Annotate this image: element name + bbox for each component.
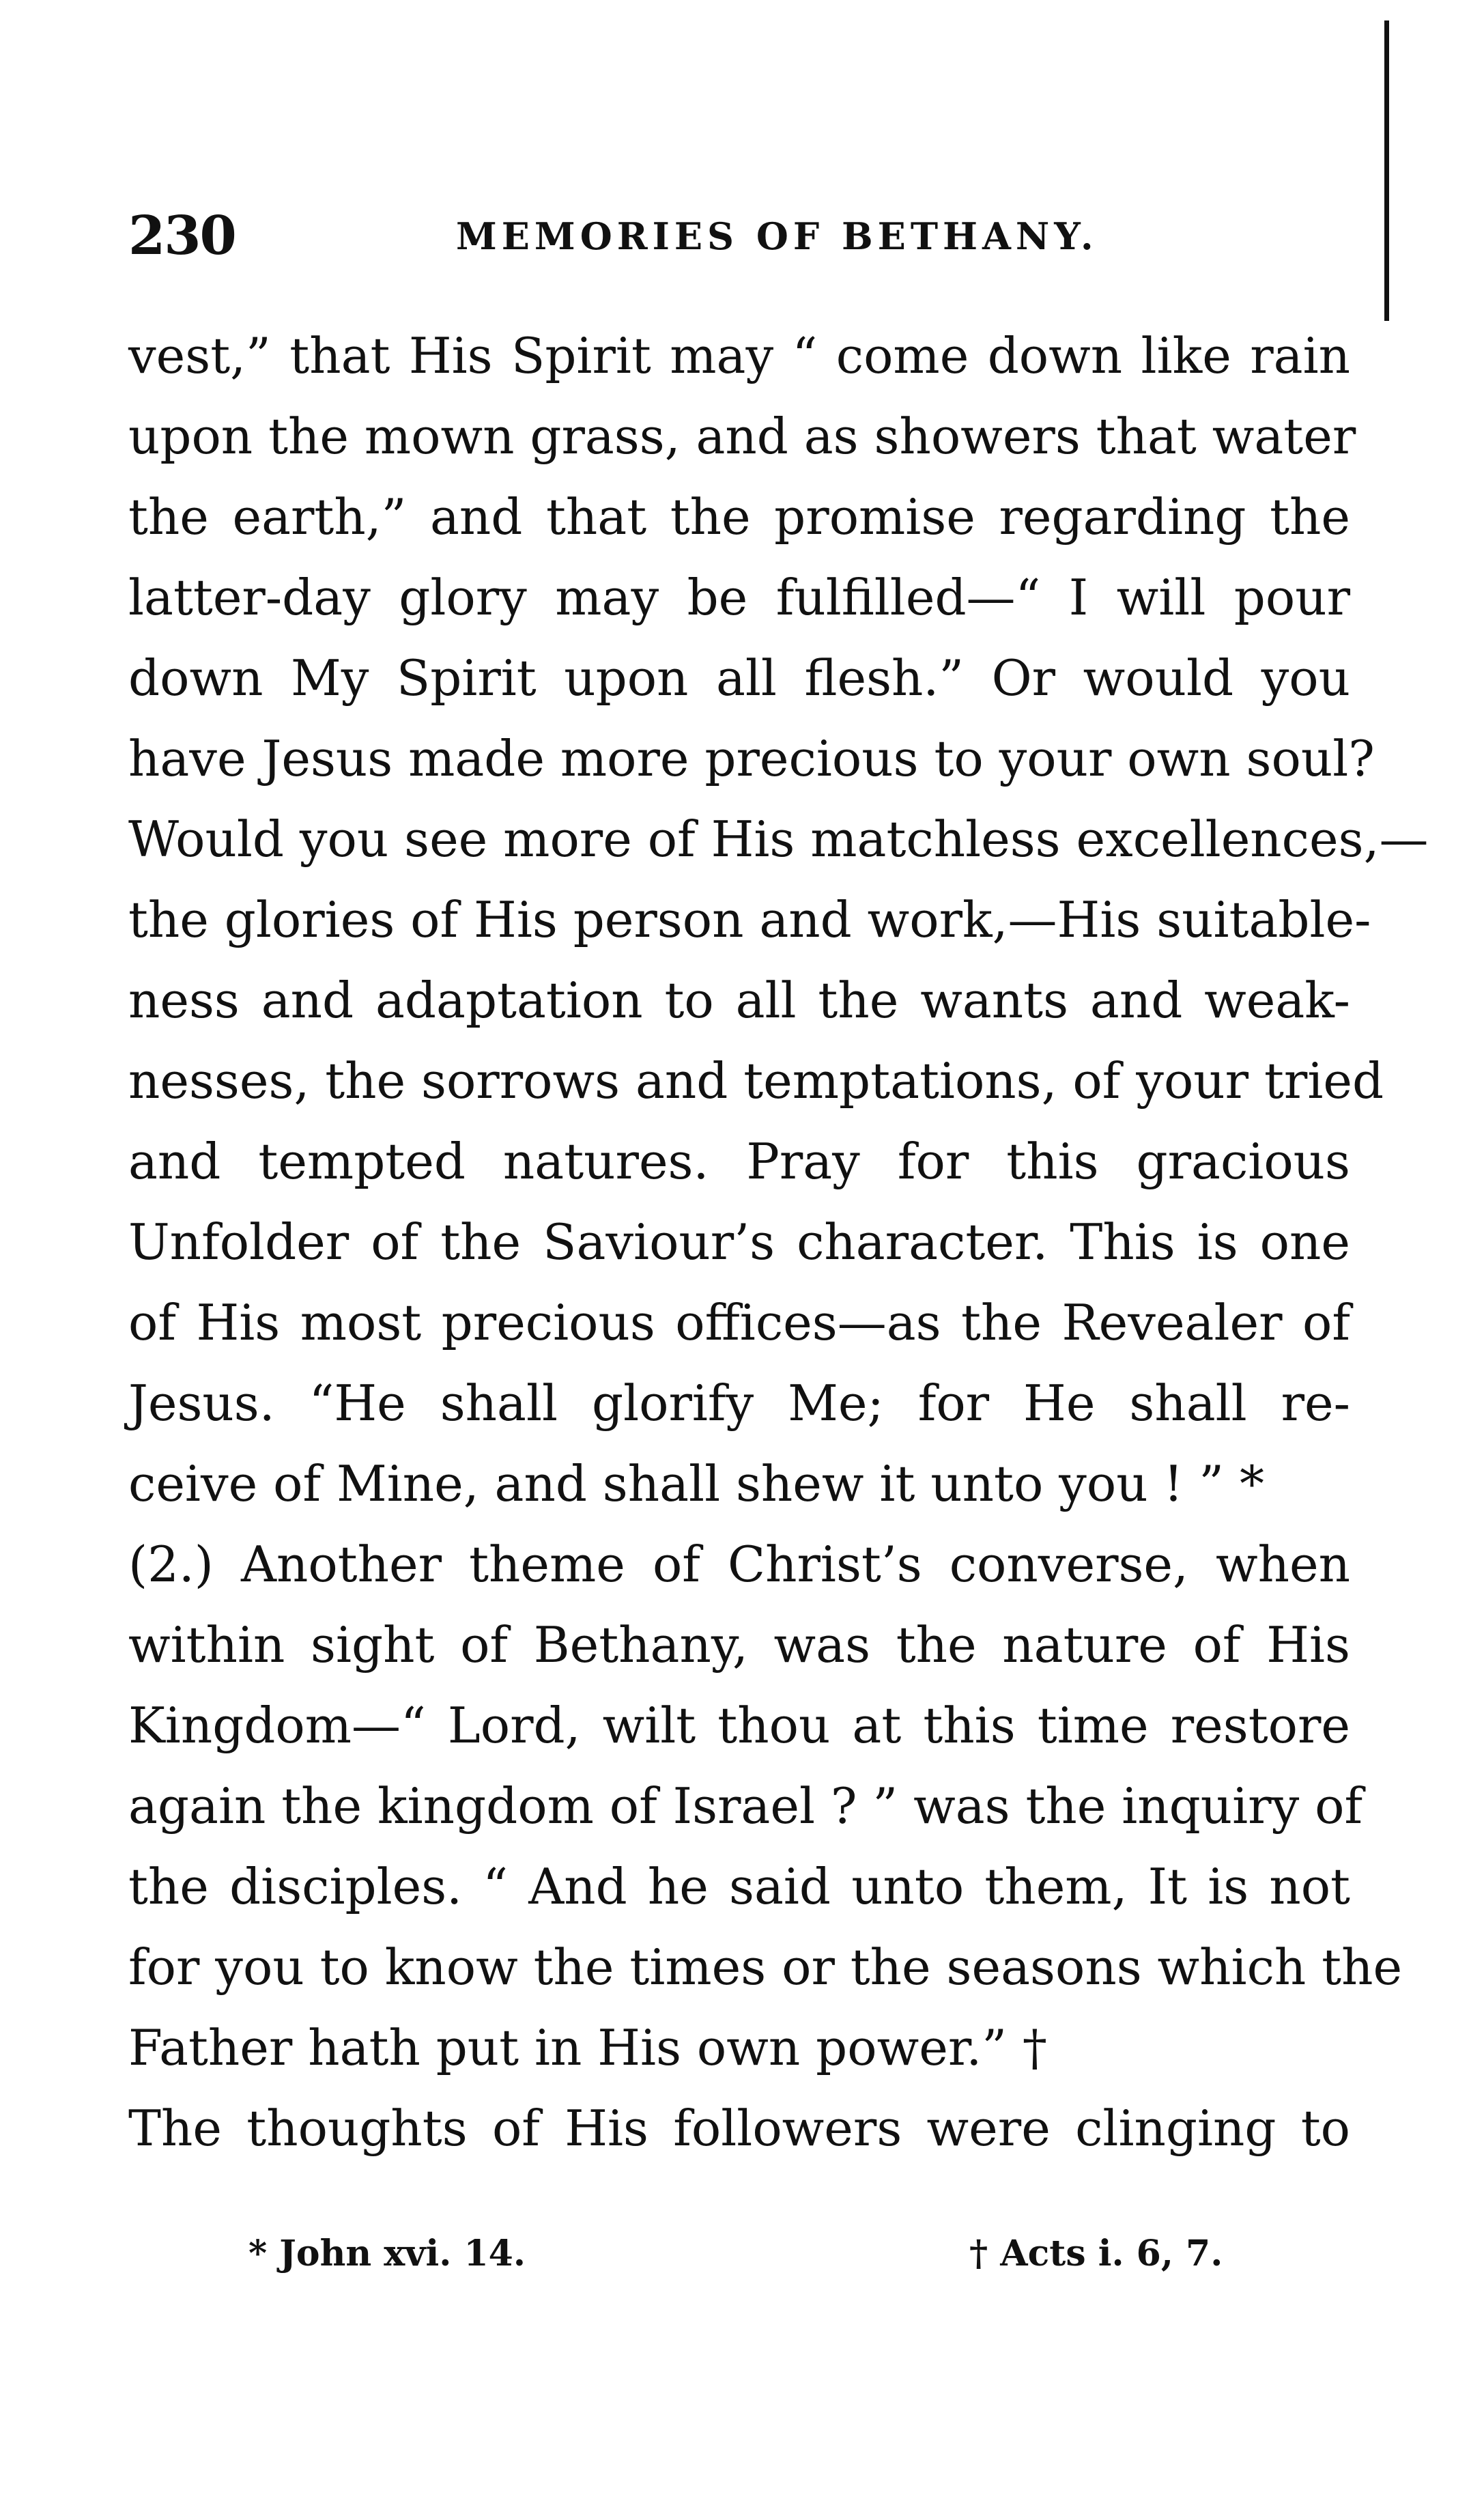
text-line: the earth,” and that the promise regarding the: [128, 488, 1350, 546]
text-line: Would you see more of His matchless excellences,—: [128, 810, 1429, 868]
text-line: Unfolder of the Saviour’s character. This is one: [128, 1213, 1350, 1271]
text-line: the disciples. “ And he said unto them, It is not: [128, 1858, 1350, 1915]
text-line: within sight of Bethany, was the nature of His: [128, 1616, 1350, 1674]
text-line: again the kingdom of Israel ? ” was the inquiry of: [128, 1777, 1363, 1835]
text-line: Father hath put in His own power.” †: [128, 2019, 1047, 2076]
body-text: [128, 315, 1429, 2169]
page-header: [128, 205, 1343, 267]
text-line: for you to know the times or the seasons which the: [128, 1938, 1403, 1996]
text-line: Kingdom—“ Lord, wilt thou at this time restore: [128, 1697, 1350, 1754]
text-line: The thoughts of His followers were clinging to: [128, 2100, 1350, 2157]
text-line: nesses, the sorrows and temptations, of your tried: [128, 1052, 1384, 1110]
text-line: have Jesus made more precious to your own soul?: [128, 730, 1375, 787]
text-line: ness and adaptation to all the wants and weak-: [128, 972, 1350, 1029]
text-line: ceive of Mine, and shall shew it unto you ! ” *: [128, 1455, 1264, 1512]
footnotes: [128, 2233, 1350, 2287]
text-line: vest,” that His Spirit may “ come down like rain: [128, 327, 1350, 384]
margin-rule: [1384, 20, 1389, 321]
text-line: upon the mown grass, and as showers that water: [128, 408, 1356, 465]
footnote-2: † Acts i. 6, 7.: [969, 2233, 1223, 2274]
text-line: Jesus. “He shall glorify Me; for He shall re-: [128, 1374, 1350, 1432]
text-line: and tempted natures. Pray for this gracious: [128, 1133, 1350, 1190]
text-line: latter-day glory may be fulfilled—“ I will pour: [128, 569, 1350, 626]
page-number: 230: [128, 205, 236, 267]
footnote-1: * John xvi. 14.: [248, 2233, 526, 2274]
text-line: the glories of His person and work,—His suitable-: [128, 891, 1371, 948]
text-line: down My Spirit upon all flesh.” Or would you: [128, 649, 1350, 707]
text-line: (2.) Another theme of Christ’s converse, when: [128, 1536, 1350, 1593]
running-title: MEMORIES OF BETHANY.: [456, 214, 1098, 258]
text-line: of His most precious offices—as the Revealer of: [128, 1294, 1350, 1351]
